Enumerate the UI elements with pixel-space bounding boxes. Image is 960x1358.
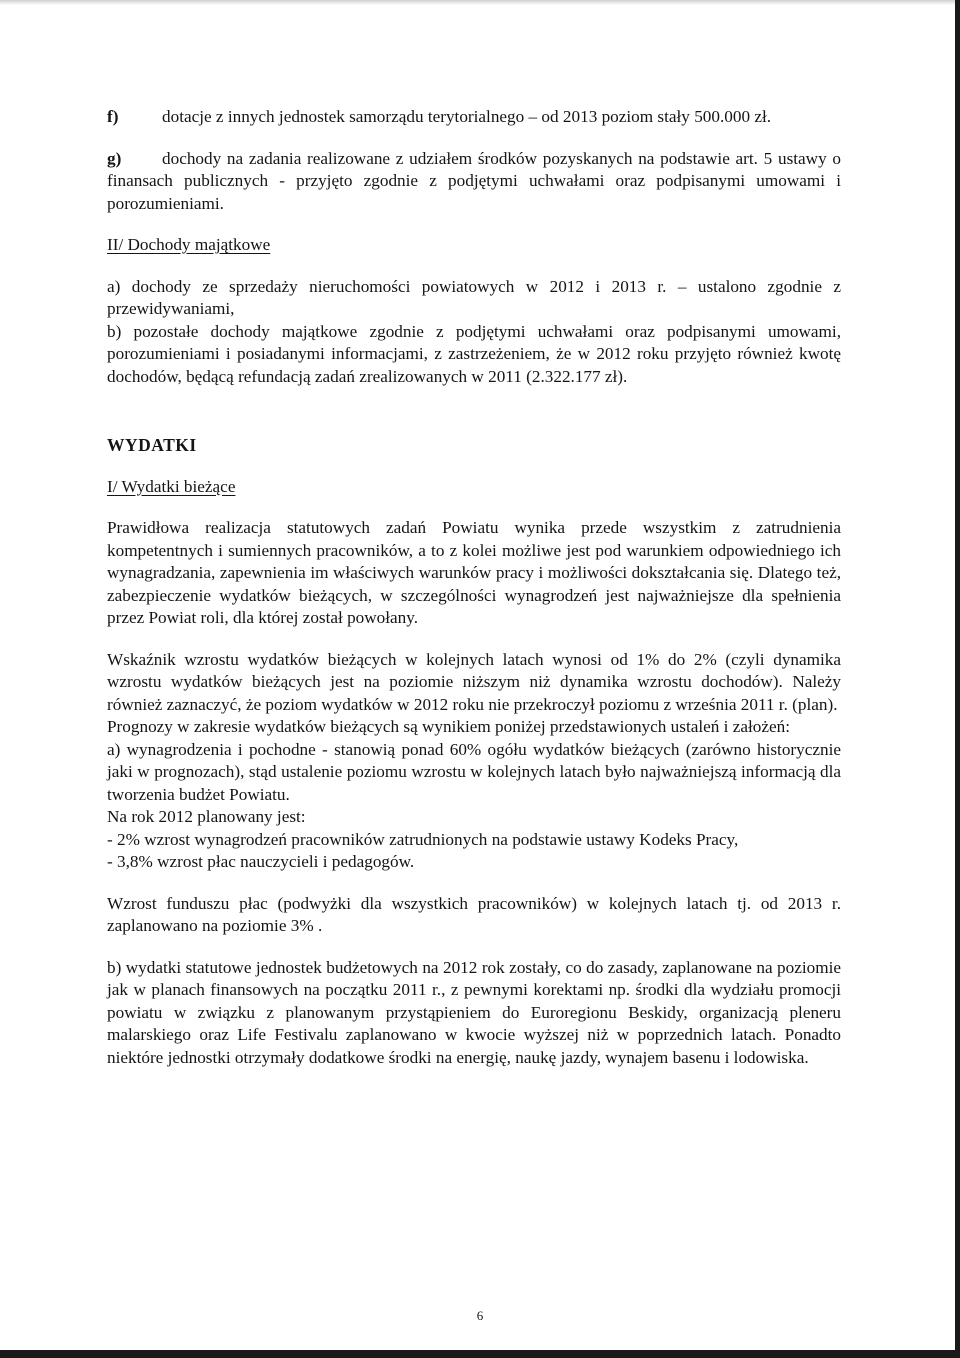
page-number: 6 xyxy=(476,1308,484,1323)
expenses-paragraph-3: Prognozy w zakresie wydatków bieżących są wynikiem poniżej przedstawionych ustaleń i założeń: xyxy=(107,717,790,736)
expenses-heading: WYDATKI xyxy=(107,435,197,455)
expenses-subheading-text: I/ Wydatki bieżące xyxy=(107,476,236,496)
scan-edge-right xyxy=(955,0,960,1358)
section-f xyxy=(107,106,841,129)
section-f-text: dotacje z innych jednostek samorządu terytorialnego – od 2013 poziom stały 500.000 zł. xyxy=(162,107,772,126)
section-f-letter: f) xyxy=(107,107,119,126)
income-assets-heading xyxy=(107,234,841,257)
section-g-text: dochody na zadania realizowane z udziałem środków pozyskanych na podstawie art. 5 ustawy o finansach publicznych - przyjęto zgodnie z podjętymi uchwałami oraz podpisanymi umowami i porozumieniami. xyxy=(107,148,841,213)
expenses-paragraph-1: Prawidłowa realizacja statutowych zadań Powiatu wynika przede wszystkim z zatrudnienia kompetentnych i sumiennych pracowników, a to z kolei możliwe jest pod warunkiem odpowiedniego ich wynagradzania, zapewnienia im właściwych warunków pracy i możliwości dokształcania się. Dlatego też, zabezpieczenie wydatków bieżących, w szczególności wynagrodzeń jest najważniejsze dla spełnienia przez Powiat roli, dla której został powołany. xyxy=(107,518,841,627)
expenses-paragraph-5: Na rok 2012 planowany jest: xyxy=(107,807,306,826)
scan-edge-top xyxy=(0,0,960,5)
section-g-letter: g) xyxy=(107,148,122,168)
expenses-paragraph-6: Wzrost funduszu płac (podwyżki dla wszystkich pracowników) w kolejnych latach tj. od 2013 r. zaplanowano na poziomie 3% . xyxy=(107,893,841,935)
expenses-subheading xyxy=(107,476,841,499)
expenses-paragraph-2: Wskaźnik wzrostu wydatków bieżących w kolejnych latach wynosi od 1% do 2% (czyli dynamika wzrostu wydatków bieżących jest na poziomie niższym niż dynamika wzrostu dochodów). Należy również zaznaczyć, że poziom wydatków w 2012 roku nie przekroczył poziomu z września 2011 r. (plan). xyxy=(107,649,841,714)
section-g xyxy=(107,148,841,216)
document-page xyxy=(107,106,841,1069)
expenses-bullet-1: - 2% wzrost wynagrodzeń pracowników zatrudnionych na podstawie ustawy Kodeks Pracy, xyxy=(107,829,739,849)
income-assets-item-b: b) pozostałe dochody majątkowe zgodnie z podjętymi uchwałami oraz podpisanymi umowami, porozumieniami i posiadanymi informacjami, z zastrzeżeniem, że w 2012 roku przyjęto również kwotę dochodów, będącą refundacją zadań zrealizowanych w 2011 (2.322.177 zł). xyxy=(107,321,841,386)
scan-edge-bottom xyxy=(0,1350,960,1358)
income-assets-item-a: a) dochody ze sprzedaży nieruchomości powiatowych w 2012 i 2013 r. – ustalono zgodnie z przewidywaniami, xyxy=(107,276,841,318)
expenses-paragraph-7: b) wydatki statutowe jednostek budżetowych na 2012 rok zostały, co do zasady, zaplanowane na poziomie jak w planach finansowych na początku 2011 r., z pewnymi korektami np. środki dla wydziału promocji powiatu w związku z planowanym przystąpieniem do Euroregionu Beskidy, organizacją pleneru malarskiego oraz Life Festivalu zaplanowano w kwocie wyższej niż w poprzednich latach. Ponadto niektóre jednostki otrzymały dodatkowe środki na energię, naukę jazdy, wynajem basenu i lodowiska. xyxy=(107,957,841,1067)
expenses-paragraph-4: a) wynagrodzenia i pochodne - stanowią ponad 60% ogółu wydatków bieżących (zarówno historycznie jaki w prognozach), stąd ustalenie poziomu wzrostu w kolejnych latach było najważniejszą informacją dla tworzenia budżet Powiatu. xyxy=(107,739,841,804)
expenses-bullet-2: - 3,8% wzrost płac nauczycieli i pedagogów. xyxy=(107,852,415,871)
income-assets-heading-text: II/ Dochody majątkowe xyxy=(107,235,271,254)
